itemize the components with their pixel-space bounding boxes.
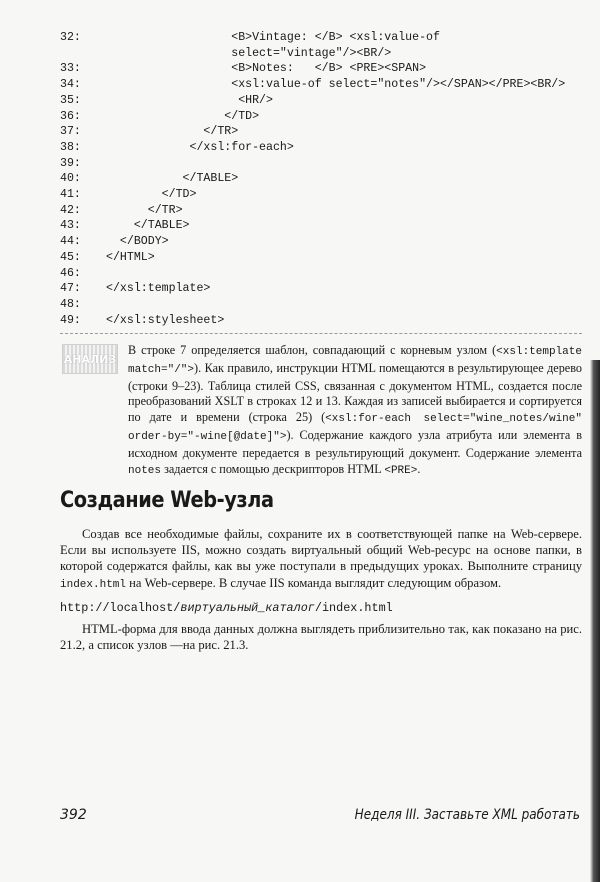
code-line	[60, 77, 580, 93]
text-run: Создав все необходимые файлы, сохраните их в соответствующей папке на Web-сервере. Если вы используете IIS, можно создать виртуальный общий Web-ресурс на основе папки, в которой содержатся файлы, как вы уже поступали в предыдущих уроках. Выполните страницу	[60, 527, 582, 574]
code-text	[106, 156, 580, 172]
running-title: Неделя III. Заставьте XML работать	[354, 807, 580, 823]
code-text: </xsl:stylesheet>	[106, 313, 225, 327]
code-text: <xsl:value-of select="notes"/></SPAN></PRE><BR/>	[106, 78, 566, 92]
line-number: 49:	[60, 313, 81, 327]
code-text: </BODY>	[106, 235, 169, 249]
line-number: 34:	[60, 78, 81, 92]
code-line	[60, 250, 580, 266]
line-number: 47:	[60, 282, 81, 296]
inline-code: <xsl:for-each select="wine_notes/wine" order-by="-wine[@date]">	[128, 413, 582, 443]
code-line	[60, 61, 580, 77]
line-number: 37:	[60, 125, 81, 139]
text-run: ). Как правило, инструкции HTML помещаются в результирующее дерево (строки 9–23). Таблица стилей CSS, связанная с документом HTML, создается после преобразований XSLT в строках 12 и 13. Каждая из записей выбирается и сортируется по дате и времени (строка 25) (	[128, 360, 582, 425]
code-text: <B>Vintage: </B> <xsl:value-of	[106, 31, 440, 44]
code-line	[60, 171, 580, 187]
text-run: В строке 7 определяется шаблон, совпадающий с корневым узлом (	[128, 343, 497, 357]
code-text: </TD>	[106, 188, 197, 202]
code-text: </TR>	[106, 203, 183, 217]
line-number: 46:	[60, 266, 81, 280]
url-folder: виртуальный_каталог	[180, 601, 315, 615]
code-line	[60, 30, 580, 46]
line-number: 42:	[60, 203, 81, 217]
paragraph-web-server	[60, 526, 582, 593]
line-number: 38:	[60, 140, 81, 154]
code-line	[60, 156, 580, 172]
code-text: </xsl:for-each>	[106, 140, 294, 154]
code-text: <B>Notes: </B> <PRE><SPAN>	[106, 62, 427, 76]
code-line	[60, 266, 580, 282]
line-number: 35:	[60, 93, 81, 107]
page-footer	[60, 807, 580, 823]
analysis-note-text	[128, 343, 582, 479]
line-number: 39:	[60, 156, 81, 170]
scan-edge	[590, 360, 600, 882]
code-text: select="vintage"/><BR/>	[106, 46, 392, 60]
code-line	[60, 281, 580, 297]
line-number: 41:	[60, 188, 81, 202]
code-line	[60, 140, 580, 156]
line-number: 45:	[60, 250, 81, 264]
line-number: 48:	[60, 297, 81, 311]
text-run: .	[417, 461, 421, 476]
inline-code: index.html	[60, 578, 127, 591]
analysis-note	[60, 343, 582, 479]
paragraph-form: HTML-форма для ввода данных должна выглядеть приблизительно так, как показано на рис. 21.2, а список узлов —на рис. 21.3.	[60, 622, 582, 653]
code-line	[60, 187, 580, 203]
code-line	[60, 46, 580, 62]
url-example	[60, 601, 393, 615]
divider	[60, 333, 582, 334]
line-number: 40:	[60, 172, 81, 186]
code-listing	[60, 30, 580, 328]
code-text: </xsl:template>	[106, 282, 211, 296]
url-prefix: http://localhost/	[60, 601, 181, 615]
code-text: </TR>	[106, 125, 239, 139]
inline-code: <xsl:template match="/">	[128, 346, 582, 376]
code-text	[106, 266, 580, 282]
code-line	[60, 297, 580, 313]
code-line	[60, 93, 580, 109]
text-run: на Web-сервере. В случае IIS команда выглядит следующим образом.	[126, 575, 502, 590]
section-heading: Создание Web-узла	[60, 488, 274, 513]
line-number: 43:	[60, 219, 81, 233]
text-run: ). Содержание каждого узла атрибута или элемента в исходном документе передается в результирующий документ. Содержание элемента	[128, 427, 582, 460]
text-run: задается с помощью дескрипторов HTML	[161, 461, 385, 476]
code-text: <HR/>	[106, 93, 273, 107]
line-number: 32:	[60, 31, 81, 44]
code-text: </TD>	[106, 109, 260, 123]
code-text	[106, 297, 580, 313]
code-line	[60, 109, 580, 125]
code-line	[60, 313, 580, 329]
code-text: </TABLE>	[106, 219, 190, 233]
inline-code: <PRE>	[384, 464, 418, 477]
line-number: 44:	[60, 235, 81, 249]
code-text: </TABLE>	[106, 172, 239, 186]
url-suffix: /index.html	[314, 601, 393, 615]
line-number: 33:	[60, 62, 81, 76]
line-number	[60, 46, 106, 62]
line-number: 36:	[60, 109, 81, 123]
code-text: </HTML>	[106, 250, 155, 264]
code-line	[60, 234, 580, 250]
code-line	[60, 203, 580, 219]
code-line	[60, 124, 580, 140]
inline-code: notes	[128, 464, 162, 477]
page-number: 392	[60, 807, 87, 823]
analysis-badge-icon: АНАЛИЗ	[62, 344, 118, 374]
code-line	[60, 218, 580, 234]
